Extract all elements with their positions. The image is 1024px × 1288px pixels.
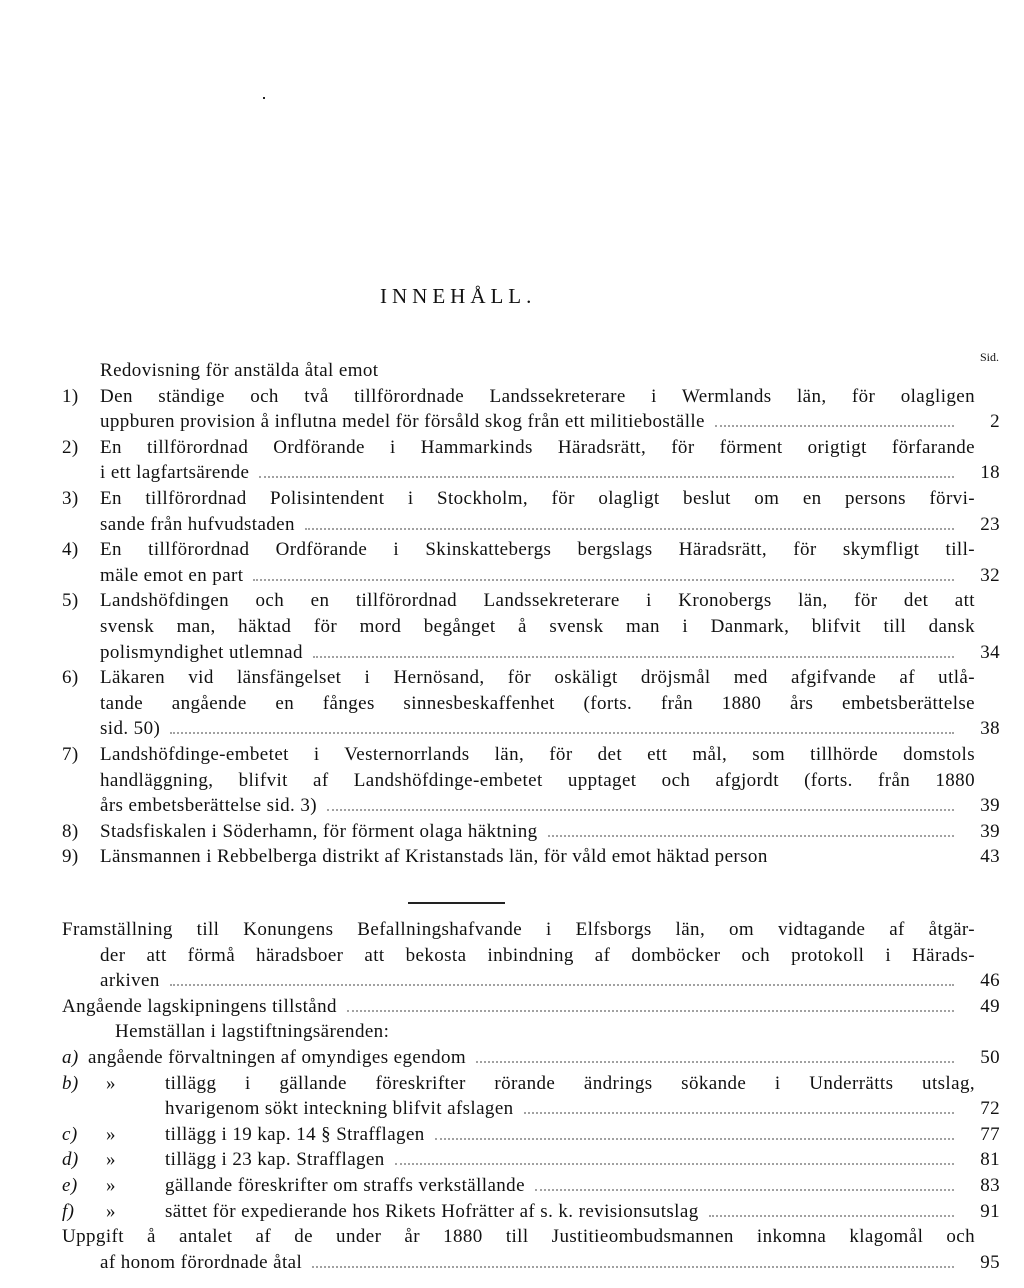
- toc-line: [0, 640, 1000, 666]
- toc-line: [0, 994, 1000, 1020]
- page-number: 32: [980, 564, 1000, 586]
- toc-line: [0, 537, 975, 563]
- entry-text: gällande föreskrifter om straffs verkställande: [165, 1174, 525, 1196]
- dot-leader: [347, 1010, 954, 1012]
- entry-text: af honom förordnade åtal: [100, 1251, 303, 1273]
- entry-number: 8): [62, 820, 79, 842]
- entry-text: handläggning, blifvit af Landshöfdinge-embetet upptaget och afgjordt (forts. från 1880: [100, 769, 975, 791]
- entry-text: polismyndighet utlemnad: [100, 641, 303, 663]
- dot-leader: [327, 809, 954, 811]
- toc-line: [0, 1224, 975, 1250]
- dot-leader: [715, 425, 954, 427]
- entry-text: sid. 50): [100, 718, 161, 740]
- toc-line: [0, 460, 1000, 486]
- entry-text: angående förvaltningen af omyndiges egendom: [88, 1046, 467, 1068]
- page-number: 38: [980, 718, 1000, 740]
- toc-line: [0, 435, 975, 461]
- entry-text: Stadsfiskalen i Söderhamn, för förment olaga häktning: [100, 820, 538, 842]
- entry-number: d): [62, 1149, 79, 1171]
- entry-number: 6): [62, 667, 79, 689]
- entry-text: hvarigenom sökt inteckning blifvit afslagen: [165, 1098, 514, 1120]
- contents-section-other: [0, 917, 1024, 1275]
- page-number: 49: [980, 995, 1000, 1017]
- entry-text: års embetsberättelse sid. 3): [100, 795, 317, 817]
- entry-text: Angående lagskipningens tillstånd: [62, 995, 337, 1017]
- dot-leader: [524, 1112, 954, 1114]
- page-number: 34: [980, 641, 1000, 663]
- toc-line: [0, 768, 975, 794]
- toc-line: [0, 1122, 1000, 1148]
- toc-line: [0, 1045, 1000, 1071]
- entry-text: tillägg i 23 kap. Strafflagen: [165, 1149, 385, 1171]
- toc-line: [0, 917, 975, 943]
- entry-number: e): [62, 1174, 78, 1196]
- entry-number: 2): [62, 436, 79, 458]
- dot-leader: [548, 835, 954, 837]
- toc-line: [0, 716, 1000, 742]
- entry-text: Redovisning för anstälda åtal emot: [100, 360, 379, 381]
- entry-text: sande från hufvudstaden: [100, 513, 295, 535]
- entry-number: 7): [62, 743, 79, 765]
- entry-text: i ett lagfartsärende: [100, 462, 250, 484]
- toc-line: [0, 1071, 975, 1097]
- entry-text: mäle emot en part: [100, 564, 244, 586]
- dot-leader: [435, 1138, 954, 1140]
- page-number: 50: [980, 1046, 1000, 1068]
- page-number: 23: [980, 513, 1000, 535]
- dot-leader: [253, 579, 954, 581]
- entry-number: b): [62, 1072, 79, 1094]
- toc-line: [0, 1250, 1000, 1276]
- entry-text: Uppgift å antalet af de under år 1880 till Justitieombudsmannen inkomna klagomål och: [62, 1226, 975, 1248]
- page-number: 72: [980, 1098, 1000, 1120]
- toc-line: [0, 614, 975, 640]
- entry-number: 3): [62, 487, 79, 509]
- entry-text: Den ständige och två tillförordnade Landssekreterare i Wermlands län, för olagligen: [100, 385, 975, 407]
- toc-line: [0, 1096, 1000, 1122]
- ditto-mark: »: [106, 1149, 116, 1171]
- page-number: 2: [990, 411, 1000, 433]
- toc-line: [0, 512, 1000, 538]
- entry-number: 4): [62, 539, 79, 561]
- speck: [263, 97, 265, 99]
- entry-number: c): [62, 1123, 78, 1145]
- page-number: 81: [980, 1149, 1000, 1171]
- toc-line: [0, 844, 1000, 870]
- ditto-mark: »: [106, 1200, 116, 1222]
- entry-number: a): [62, 1046, 79, 1068]
- page-number: 83: [980, 1174, 1000, 1196]
- toc-line: [0, 588, 975, 614]
- dot-leader: [395, 1163, 954, 1165]
- dot-leader: [170, 984, 954, 986]
- toc-line: [0, 665, 975, 691]
- entry-number: 5): [62, 590, 79, 612]
- entry-text: En tillförordnad Ordförande i Hammarkinds Häradsrätt, för förment origtigt förfarande: [100, 436, 975, 458]
- entry-text: En tillförordnad Polisintendent i Stockholm, för olagligt beslut om en persons förvi-: [100, 487, 975, 509]
- toc-line: [0, 793, 1000, 819]
- entry-text: sättet för expedierande hos Rikets Hofrätter af s. k. revisionsutslag: [165, 1200, 699, 1222]
- entry-text: Framställning till Konungens Befallningshafvande i Elfsborgs län, om vidtagande af åtgär-: [62, 919, 975, 940]
- entry-number: 9): [62, 846, 79, 868]
- entry-text: tillägg i gällande föreskrifter rörande ändrings sökande i Underrätts utslag,: [165, 1072, 975, 1094]
- entry-text: svensk man, häktad för mord begånget å svensk man i Danmark, blifvit till dansk: [100, 615, 975, 637]
- entry-number: 1): [62, 385, 79, 407]
- toc-line: [0, 968, 1000, 994]
- dot-leader: [312, 1266, 954, 1268]
- dot-leader: [313, 656, 954, 658]
- toc-line: [0, 563, 1000, 589]
- contents-section-reports: [0, 358, 1024, 870]
- entry-text: Läkaren vid länsfängelset i Hernösand, för oskäligt dröjsmål med afgifvande af utlå-: [100, 667, 975, 689]
- page-number: 46: [980, 970, 1000, 992]
- dot-leader: [305, 528, 954, 530]
- page-title: INNEHÅLL.: [380, 284, 537, 308]
- toc-line: [0, 358, 975, 384]
- page-column-header: Sid.: [980, 350, 1000, 364]
- dot-leader: [709, 1215, 954, 1217]
- ditto-mark: »: [106, 1123, 116, 1145]
- dot-leader: [476, 1061, 954, 1063]
- dot-leader: [170, 732, 954, 734]
- dot-leader: [778, 861, 954, 862]
- entry-text: tillägg i 19 kap. 14 § Strafflagen: [165, 1123, 425, 1145]
- toc-line: [0, 1147, 1000, 1173]
- ditto-mark: »: [106, 1174, 116, 1196]
- page-number: 18: [980, 462, 1000, 484]
- entry-text: tande angående en fånges sinnesbeskaffenhet (forts. från 1880 års embetsberättelse: [100, 692, 975, 714]
- toc-line: [0, 819, 1000, 845]
- toc-line: [0, 1199, 1000, 1225]
- entry-text: Länsmannen i Rebbelberga distrikt af Kristanstads län, för våld emot häktad person: [100, 846, 768, 868]
- page-number: 91: [980, 1200, 1000, 1222]
- page-number: 39: [980, 820, 1000, 842]
- toc-line: [0, 1019, 975, 1045]
- dot-leader: [259, 476, 954, 478]
- toc-line: [0, 691, 975, 717]
- ditto-mark: »: [106, 1072, 116, 1094]
- toc-line: [0, 409, 1000, 435]
- entry-text: der att förmå häradsboer att bekosta inbindning af domböcker och protokoll i Härads-: [100, 944, 975, 966]
- dot-leader: [535, 1189, 954, 1191]
- page-number: 95: [980, 1251, 1000, 1273]
- toc-line: [0, 742, 975, 768]
- toc-line: [0, 384, 975, 410]
- toc-line: [0, 1173, 1000, 1199]
- entry-text: Landshöfdingen och en tillförordnad Landssekreterare i Kronobergs län, för det att: [100, 590, 975, 612]
- entry-text: En tillförordnad Ordförande i Skinskattebergs bergslags Häradsrätt, för skymfligt till-: [100, 539, 975, 561]
- entry-text: uppburen provision å influtna medel för försåld skog från ett militieboställe: [100, 411, 705, 433]
- page-number: 43: [980, 846, 1000, 868]
- section-divider: [408, 902, 505, 904]
- toc-line: [0, 486, 975, 512]
- page-number: 39: [980, 795, 1000, 817]
- entry-text: arkiven: [100, 970, 160, 992]
- entry-number: f): [62, 1200, 75, 1222]
- toc-line: [0, 943, 975, 969]
- entry-text: Landshöfdinge-embetet i Vesternorrlands län, för det ett mål, som tillhörde domstols: [100, 743, 975, 765]
- page-number: 77: [980, 1123, 1000, 1145]
- entry-text: Hemställan i lagstiftningsärenden:: [115, 1021, 390, 1043]
